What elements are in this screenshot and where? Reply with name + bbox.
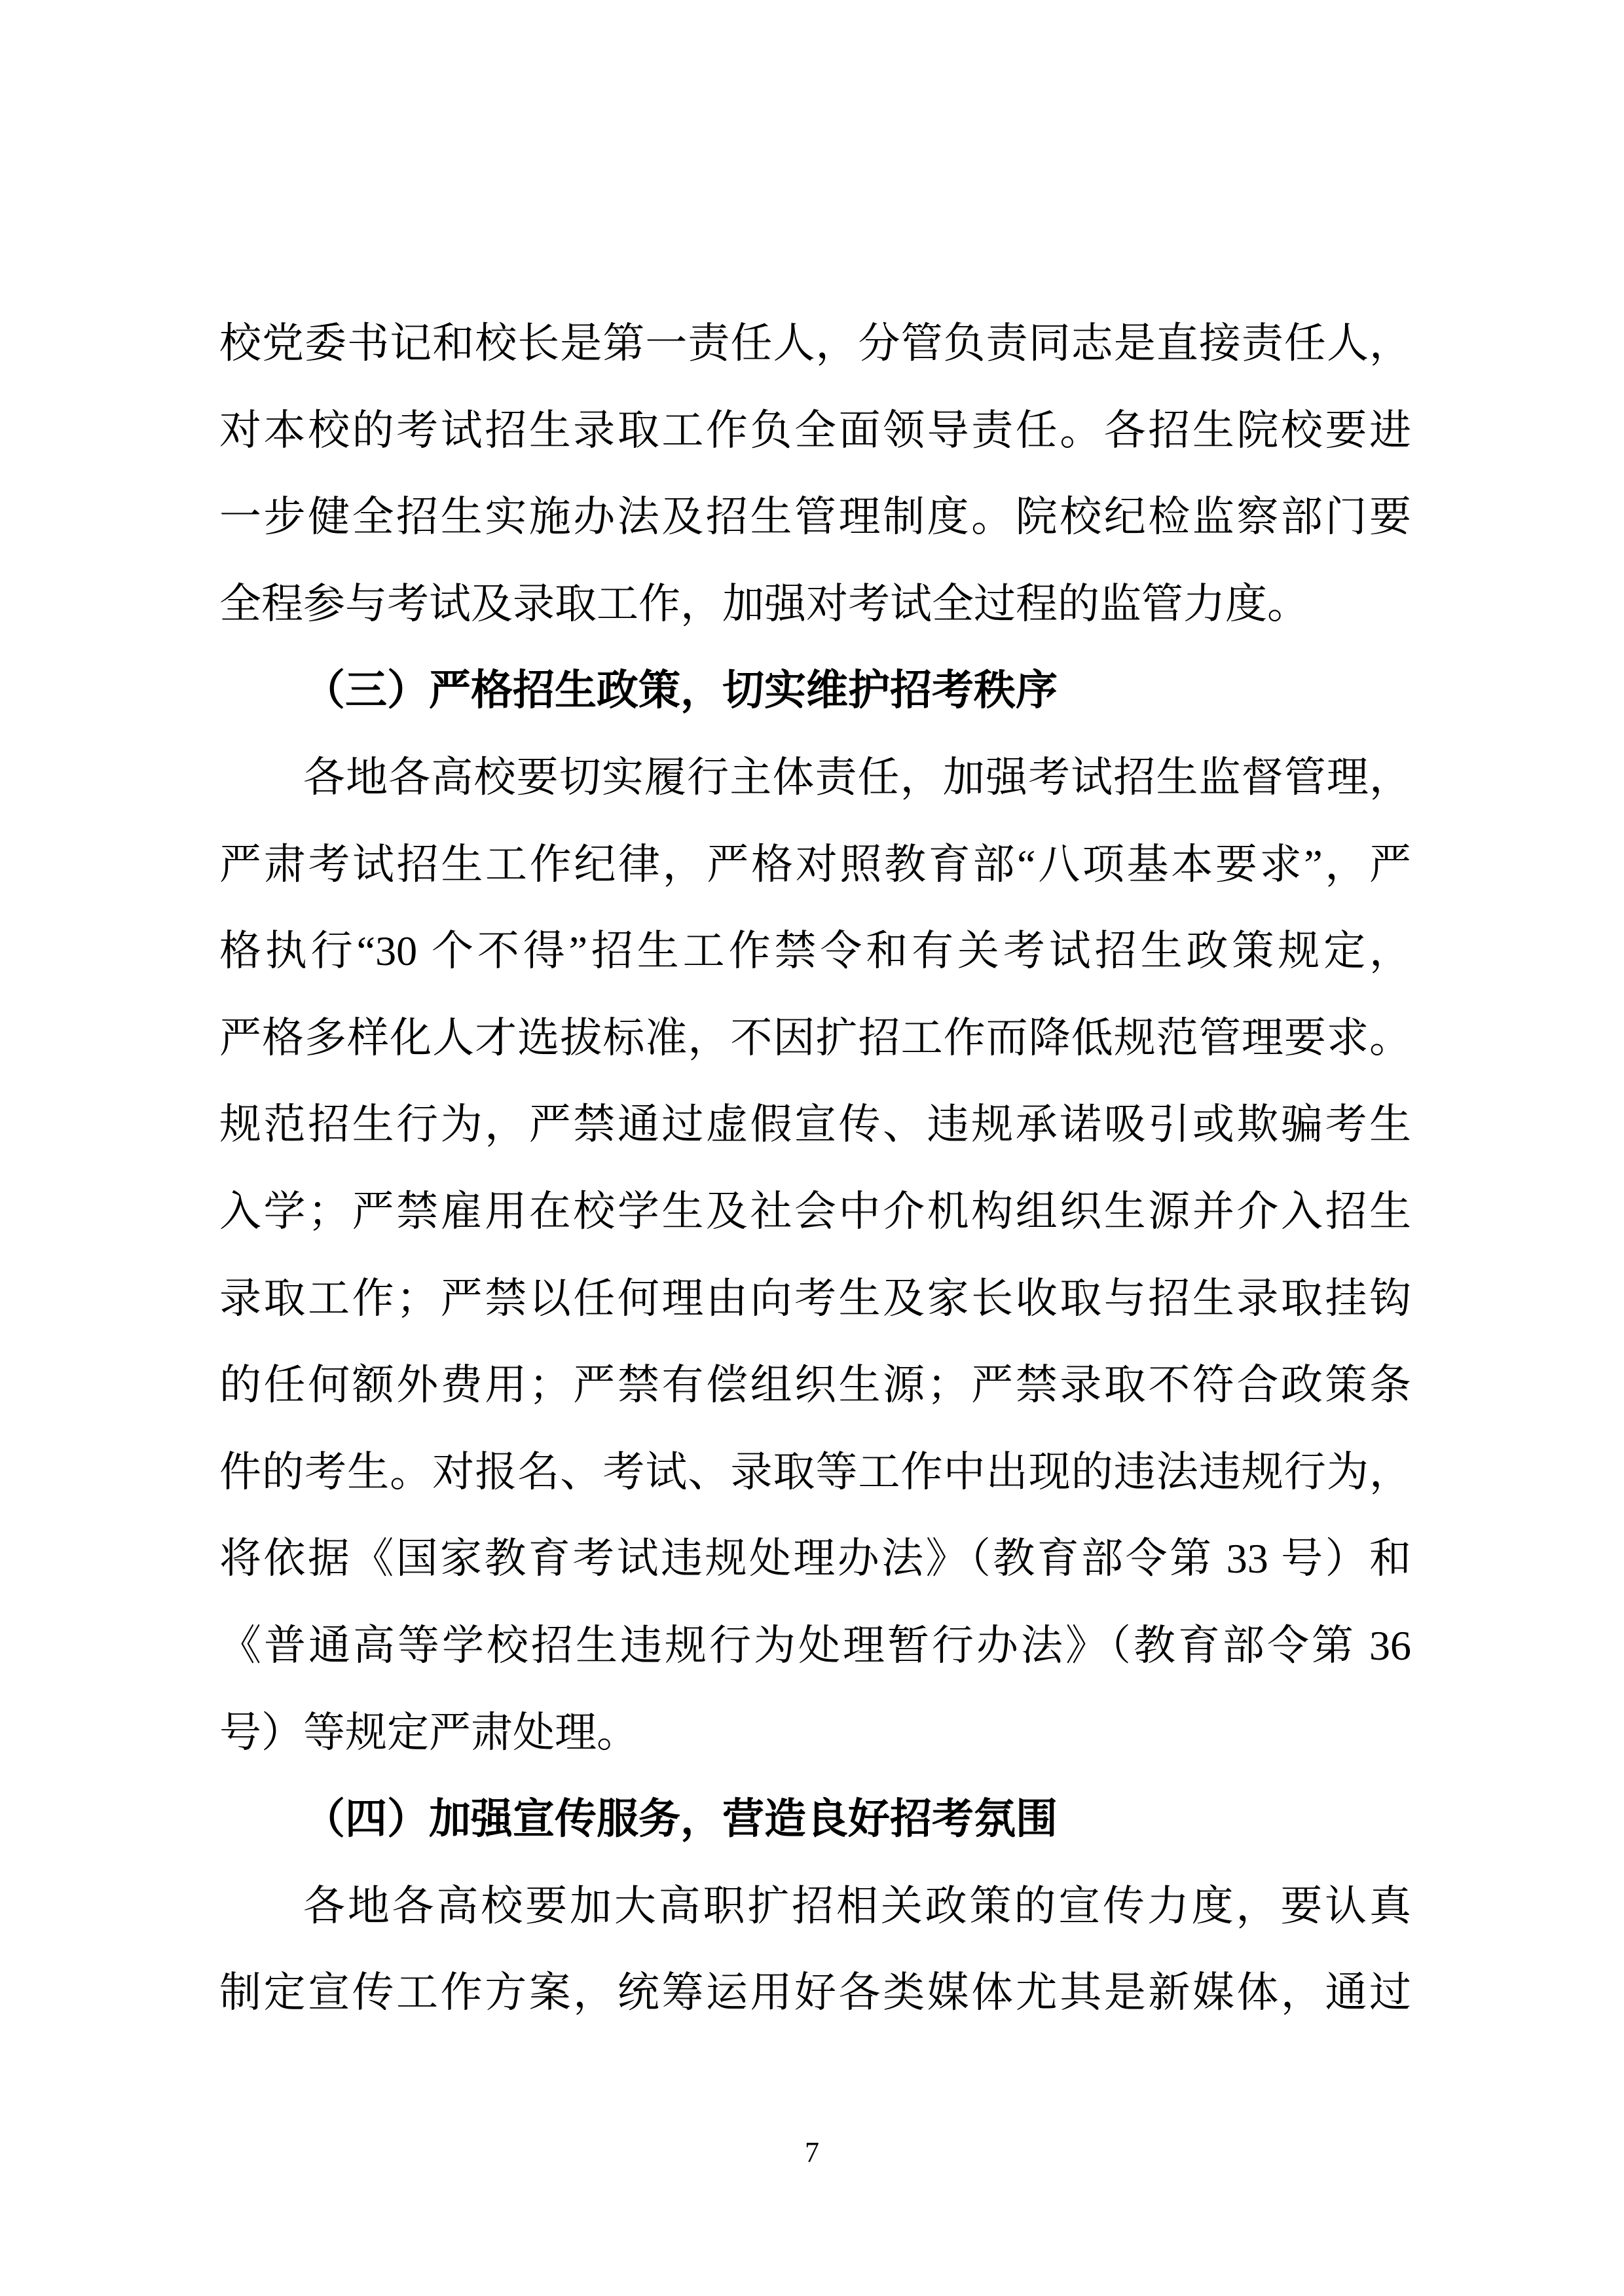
heading-section-3: （三）严格招生政策，切实维护招考秩序: [303, 667, 1058, 714]
body-line-13: 的任何额外费用；严禁有偿组织生源；严禁录取不符合政策条: [219, 1362, 1411, 1409]
heading-section-4: （四）加强宣传服务，营造良好招考氛围: [303, 1796, 1058, 1843]
body-line-4: 全程参与考试及录取工作，加强对考试全过程的监管力度。: [219, 580, 1309, 627]
body-line-1: 校党委书记和校长是第一责任人，分管负责同志是直接责任人，: [219, 320, 1411, 367]
body-line-19: 各地各高校要加大高职扩招相关政策的宣传力度，要认真: [303, 1882, 1411, 1929]
body-line-14: 件的考生。对报名、考试、录取等工作中出现的违法违规行为，: [219, 1448, 1411, 1495]
body-line-3: 一步健全招生实施办法及招生管理制度。院校纪检监察部门要: [219, 494, 1411, 541]
body-line-9: 严格多样化人才选拔标准，不因扩招工作而降低规范管理要求。: [219, 1014, 1411, 1061]
body-line-17: 号）等规定严肃处理。: [219, 1709, 638, 1756]
page-number: 7: [805, 2136, 819, 2168]
body-line-8: 格执行“30 个不得”招生工作禁令和有关考试招生政策规定，: [219, 928, 1411, 975]
body-line-16: 《普通高等学校招生违规行为处理暂行办法》（教育部令第 36: [219, 1622, 1411, 1669]
body-line-10: 规范招生行为，严禁通过虚假宣传、违规承诺吸引或欺骗考生: [219, 1101, 1411, 1148]
body-line-7: 严肃考试招生工作纪律，严格对照教育部“八项基本要求”，严: [219, 841, 1411, 888]
body-line-2: 对本校的考试招生录取工作负全面领导责任。各招生院校要进: [219, 407, 1411, 454]
body-line-12: 录取工作；严禁以任何理由向考生及家长收取与招生录取挂钩: [219, 1275, 1411, 1322]
body-line-20: 制定宣传工作方案，统筹运用好各类媒体尤其是新媒体，通过: [219, 1969, 1411, 2016]
text-block: [219, 301, 1411, 2037]
body-line-6: 各地各高校要切实履行主体责任，加强考试招生监督管理，: [303, 754, 1411, 801]
body-line-15: 将依据《国家教育考试违规处理办法》（教育部令第 33 号）和: [219, 1535, 1411, 1582]
body-line-11: 入学；严禁雇用在校学生及社会中介机构组织生源并介入招生: [219, 1188, 1411, 1235]
